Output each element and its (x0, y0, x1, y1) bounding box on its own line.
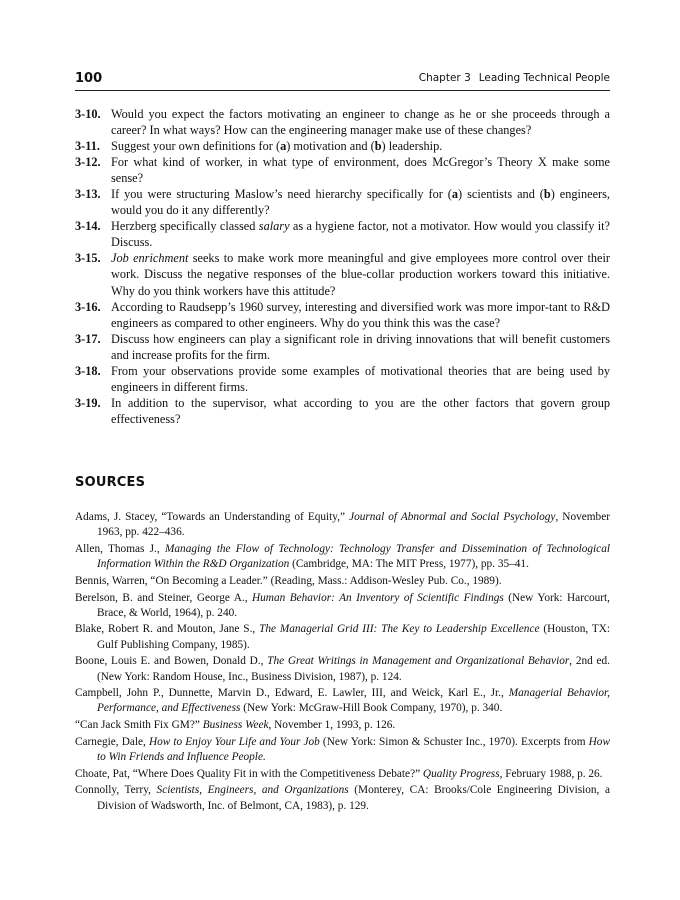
ref-text: (Cambridge, MA: The MIT Press, 1977), pp. 35–41. (289, 558, 529, 571)
chapter-label: Chapter 3 (418, 72, 471, 84)
question-text: seeks to make work more meaningful and give employees more control over their work. Discuss the negative responses of the blue-collar production workers toward this initiative. Why do you think workers have this attitude? (111, 251, 610, 298)
sources-heading: SOURCES (75, 475, 146, 490)
question-number: 3-18. (75, 363, 101, 378)
question-text: Herzberg specifically classed (111, 219, 259, 234)
question-text: If you were structuring Maslow’s need hierarchy specifically for ( (111, 187, 452, 202)
question-number: 3-14. (75, 219, 101, 234)
ref-text: , November 1963, pp. 422–436. (97, 511, 610, 539)
question-text-italic: Job enrichment (111, 251, 189, 266)
ref-title: The Managerial Grid III: The Key to Leadership Excellence (259, 623, 540, 636)
running-head (419, 72, 610, 84)
ref-text: (New York: Simon & Schuster Inc., 1970). Excerpts from (319, 735, 589, 748)
question-text: Would you expect the factors motivating an engineer to change as he or she proceeds through a career? In what ways? How can the engineering manager make use of these changes? (111, 107, 610, 138)
question-item (75, 106, 610, 138)
ref-text: , 2nd ed. (New York: Random House, Inc., Business Division, 1987), p. 124. (97, 655, 610, 683)
reference-item (75, 542, 610, 572)
question-number: 3-11. (75, 139, 100, 154)
question-item (75, 186, 610, 218)
question-number: 3-17. (75, 331, 101, 346)
ref-text: (Houston, TX: Gulf Publishing Company, 1985). (97, 623, 611, 651)
ref-text: “Can Jack Smith Fix GM?” (75, 719, 203, 732)
ref-title: How to Win Friends and Influence People. (97, 735, 610, 764)
ref-text: Carnegie, Dale, (75, 735, 149, 748)
ref-text: Campbell, John P., Dunnette, Marvin D., Edward, E. Lawler, III, and Weick, Karl E., Jr., (75, 687, 509, 700)
question-text-bold: b (543, 187, 551, 202)
question-text: as a hygiene factor, not a motivator. How would you classify it? Discuss. (111, 219, 610, 250)
ref-title: Journal of Abnormal and Social Psychology (349, 511, 556, 523)
ref-text: Connolly, Terry, (75, 784, 157, 797)
ref-title: How to Enjoy Your Life and Your Job (148, 735, 320, 748)
ref-title: Human Behavior: An Inventory of Scientific Findings (251, 591, 504, 604)
question-text-bold: a (451, 187, 459, 202)
question-item (75, 218, 610, 250)
question-text: In addition to the supervisor, what according to you are the other factors that govern group effectiveness? (111, 395, 610, 426)
question-item (75, 154, 610, 186)
ref-title: Managerial Behavior, Performance, and Effectiveness (97, 687, 611, 715)
question-text-bold: a (280, 139, 287, 154)
ref-text: Adams, J. Stacey, “Towards an Understanding of Equity,” (75, 511, 350, 523)
ref-title: Business Week (202, 719, 269, 732)
ref-text: Boone, Louis E. and Bowen, Donald D., (75, 655, 268, 668)
ref-text: (New York: Harcourt, Brace, & World, 1964), p. 240. (97, 591, 610, 619)
ref-title: Managing the Flow of Technology: Technology Transfer and Dissemination of Technological Information Within the R&D Organization (97, 542, 610, 571)
question-item (75, 138, 610, 154)
ref-title: Scientists, Engineers, and Organizations (156, 784, 349, 797)
ref-text: Berelson, B. and Steiner, George A., (75, 591, 252, 604)
ref-text: Blake, Robert R. and Mouton, Jane S., (75, 623, 260, 636)
question-number: 3-10. (75, 107, 101, 121)
page-number: 100 (75, 71, 103, 86)
reference-list (75, 510, 610, 814)
question-number: 3-16. (75, 299, 101, 314)
question-number: 3-15. (75, 251, 101, 266)
reference-item (75, 510, 610, 540)
chapter-title: Leading Technical People (478, 72, 610, 84)
reference-item (75, 622, 610, 652)
question-text: From your observations provide some examples of motivational theories that are being used by engineers in different firms. (111, 363, 610, 394)
question-text: ) scientists and ( (458, 187, 544, 202)
question-text: Suggest your own definitions for ( (111, 139, 281, 154)
ref-text: (Monterey, CA: Brooks/Cole Engineering Division, a Division of Wadsworth, Inc. of Belmont, CA, 1983), p. 129. (97, 784, 610, 812)
ref-title: Quality Progress (422, 767, 500, 780)
reference-item (75, 718, 610, 733)
question-number: 3-19. (75, 395, 101, 410)
ref-text: , November 1, 1993, p. 126. (268, 719, 396, 732)
question-text-bold: b (374, 139, 382, 154)
ref-text: Allen, Thomas J., (75, 542, 165, 555)
ref-text: Bennis, Warren, “On Becoming a Leader.” (Reading, Mass.: Addison-Wesley Pub. Co., 1989). (75, 574, 502, 587)
question-list (75, 106, 610, 427)
question-text: Discuss how engineers can play a significant role in driving innovations that will benefit customers and increase profits for the firm. (111, 331, 610, 362)
question-text: ) leadership. (381, 139, 443, 154)
reference-item (75, 767, 610, 782)
question-item (75, 363, 610, 395)
question-item (75, 299, 610, 331)
question-text: According to Raudsepp’s 1960 survey, interesting and diversified work was more impor-tant to R&D engineers as compared to other engineers. Why do you think this was the case? (111, 299, 610, 330)
header-rule (75, 90, 610, 91)
question-item (75, 395, 610, 427)
reference-item (75, 574, 610, 589)
ref-title: The Great Writings in Management and Organizational Behavior (267, 655, 570, 668)
ref-text: , February 1988, p. 26. (499, 767, 603, 780)
question-number: 3-13. (75, 187, 101, 202)
question-text: For what kind of worker, in what type of environment, does McGregor’s Theory X make some sense? (111, 155, 610, 186)
reference-item (75, 654, 610, 684)
reference-item (75, 591, 610, 621)
ref-text: Choate, Pat, “Where Does Quality Fit in with the Competitiveness Debate?” (75, 767, 423, 780)
question-text-italic: salary (258, 219, 290, 234)
question-text: ) engineers, would you do it any differently? (111, 187, 610, 218)
reference-item (75, 686, 610, 716)
question-item (75, 331, 610, 363)
reference-item (75, 735, 610, 765)
ref-text: (New York: McGraw-Hill Book Company, 1970), p. 340. (240, 702, 503, 715)
reference-item (75, 783, 610, 813)
question-text: ) motivation and ( (286, 139, 375, 154)
question-item (75, 250, 610, 298)
question-number: 3-12. (75, 155, 101, 170)
